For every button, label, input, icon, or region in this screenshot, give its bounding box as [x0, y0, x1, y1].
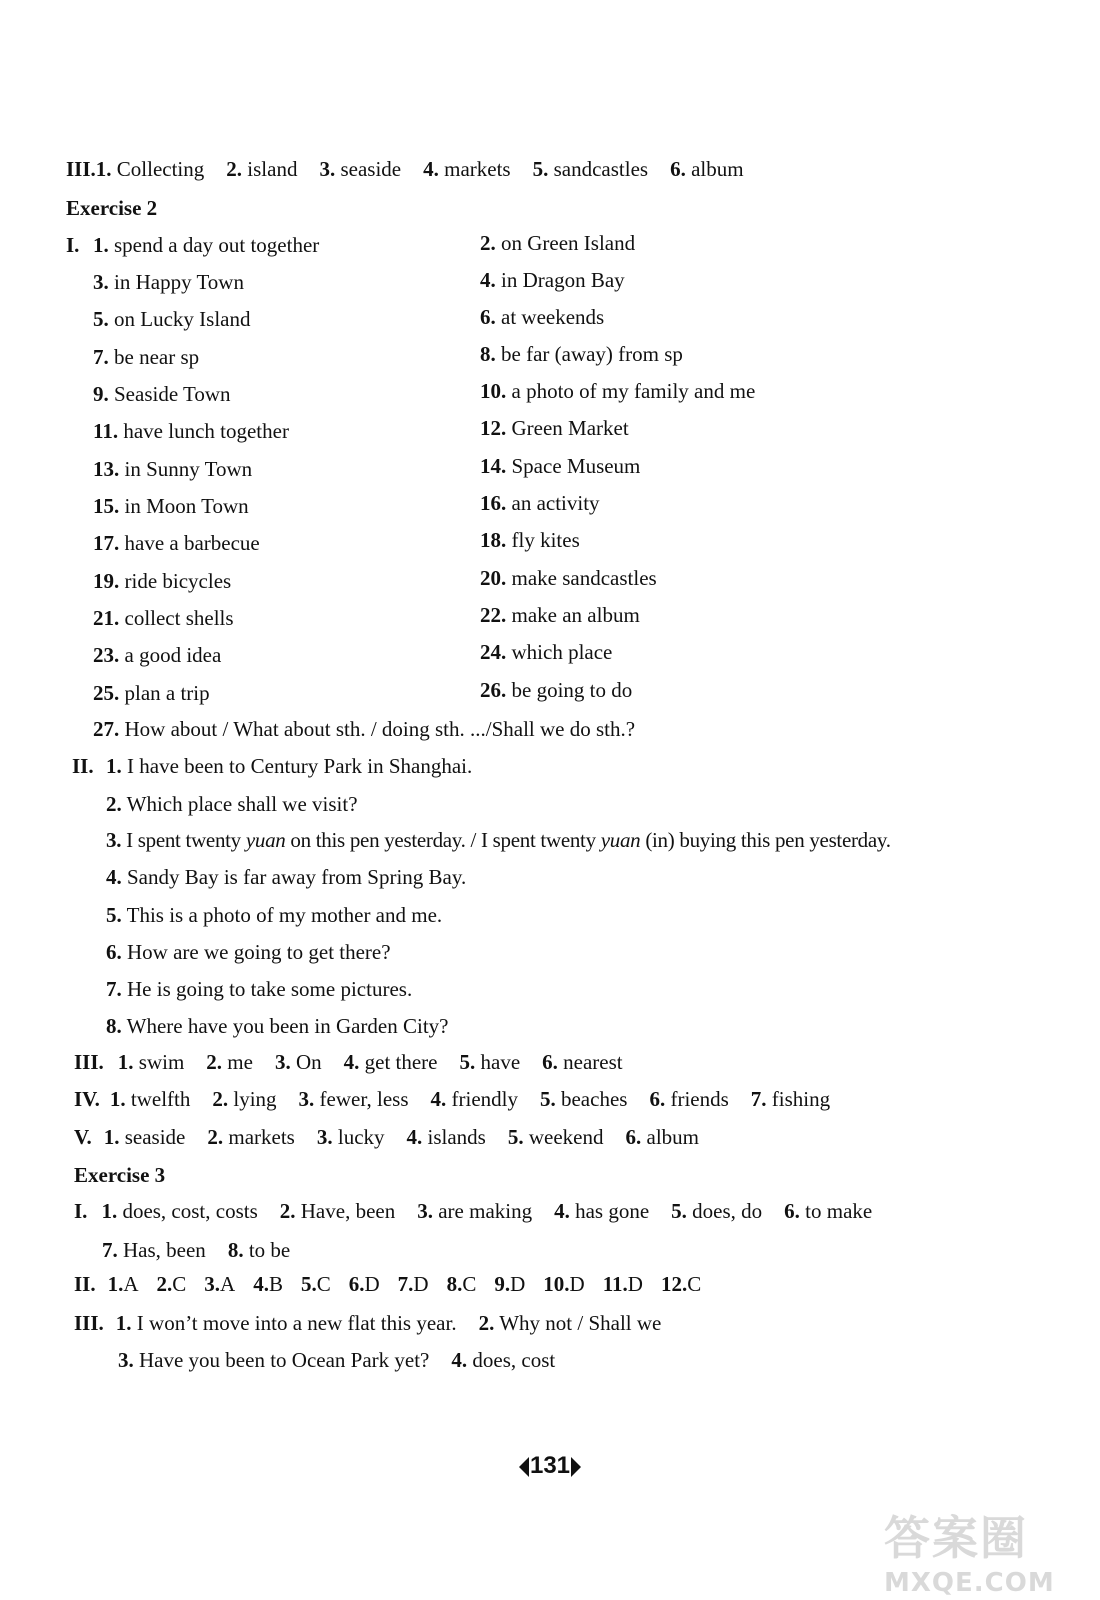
list-item: 4. in Dragon Bay [480, 268, 625, 292]
watermark-en: MXQE.COM [884, 1568, 1055, 1598]
list-item: 18. fly kites [480, 528, 580, 552]
list-item: 20. make sandcastles [480, 566, 657, 590]
watermark-logo [884, 1502, 1084, 1598]
list-item: 22. make an album [480, 603, 640, 627]
answer-item: 1. Collecting [95, 157, 205, 181]
ex3-section-i-line2: 7. Has, been 8. to be [102, 1238, 291, 1262]
list-item: 15. in Moon Town [93, 494, 249, 518]
list-item: 13. in Sunny Town [93, 457, 253, 481]
list-item: 21. collect shells [93, 606, 234, 630]
watermark-cn: 答案圈 [884, 1511, 1028, 1565]
list-item: 24. which place [480, 640, 613, 664]
sentence-item: 4. Sandy Bay is far away from Spring Bay. [106, 865, 467, 889]
sentence-item: 6. How are we going to get there? [106, 940, 391, 964]
answer-item: 2. island [226, 157, 298, 181]
sentence-item: 2. Which place shall we visit? [106, 792, 358, 816]
triangle-right-icon [571, 1457, 581, 1477]
exercise-2-heading: Exercise 2 [66, 196, 158, 220]
answer-item: 6. album [670, 157, 744, 181]
section-label: III. [66, 157, 96, 181]
list-item: 14. Space Museum [480, 454, 641, 478]
list-item: 8. be far (away) from sp [480, 342, 683, 366]
list-item: 12. Green Market [480, 416, 629, 440]
ex3-section-iii-line2: 3. Have you been to Ocean Park yet? 4. does, cost [118, 1348, 556, 1372]
page-number: 131 [0, 1452, 1100, 1480]
sentence-item: 7. He is going to take some pictures. [106, 977, 413, 1001]
section-v-answers: V. 1. seaside 2. markets 3. lucky 4. islands 5. weekend 6. album [74, 1125, 699, 1149]
ex3-section-ii: II. 1.A 2.C 3.A 4.B 5.C 6.D 7.D 8.C 9.D 10.D 11.D 12.C [74, 1272, 702, 1296]
list-item: 27. How about / What about sth. / doing sth. .../Shall we do sth.? [93, 717, 636, 741]
list-item: 25. plan a trip [93, 681, 210, 705]
answer-item: 4. markets [423, 157, 511, 181]
triangle-left-icon [519, 1457, 529, 1477]
list-item: 2. on Green Island [480, 231, 636, 255]
exercise-3-heading: Exercise 3 [74, 1163, 166, 1187]
list-item: 10. a photo of my family and me [480, 379, 756, 403]
sentence-item: 8. Where have you been in Garden City? [106, 1014, 449, 1038]
sentence-item: 3. I spent twenty yuan on this pen yesterday. / I spent twenty yuan (in) buying this pen yesterday. [106, 828, 891, 852]
section-label: I. [66, 233, 80, 257]
ex3-section-iii-line1: III. 1. I won’t move into a new flat this year. 2. Why not / Shall we [74, 1311, 662, 1335]
sentence-item: 5. This is a photo of my mother and me. [106, 903, 443, 927]
sentence-item: 1. I have been to Century Park in Shanghai. [106, 754, 473, 778]
ex3-section-i-line1: I. 1. does, cost, costs 2. Have, been 3. are making 4. has gone 5. does, do 6. to make [74, 1199, 873, 1223]
list-item: 5. on Lucky Island [93, 307, 251, 331]
section-iv-answers: IV. 1. twelfth 2. lying 3. fewer, less 4. friendly 5. beaches 6. friends 7. fishing [74, 1087, 831, 1111]
section-label: II. [72, 754, 94, 778]
section-iii-top [66, 156, 766, 182]
list-item: 7. be near sp [93, 345, 200, 369]
section-iii-answers: III. 1. swim 2. me 3. On 4. get there 5. have 6. nearest [74, 1050, 623, 1074]
list-item: 17. have a barbecue [93, 531, 260, 555]
list-item: 26. be going to do [480, 678, 633, 702]
list-item: 16. an activity [480, 491, 600, 515]
list-item: 19. ride bicycles [93, 569, 232, 593]
list-item: 3. in Happy Town [93, 270, 244, 294]
list-item: 1. spend a day out together [93, 233, 320, 257]
list-item: 9. Seaside Town [93, 382, 231, 406]
list-item: 11. have lunch together [93, 419, 289, 443]
list-item: 6. at weekends [480, 305, 605, 329]
answer-item: 5. sandcastles [532, 157, 649, 181]
list-item: 23. a good idea [93, 643, 222, 667]
answer-item: 3. seaside [319, 157, 402, 181]
